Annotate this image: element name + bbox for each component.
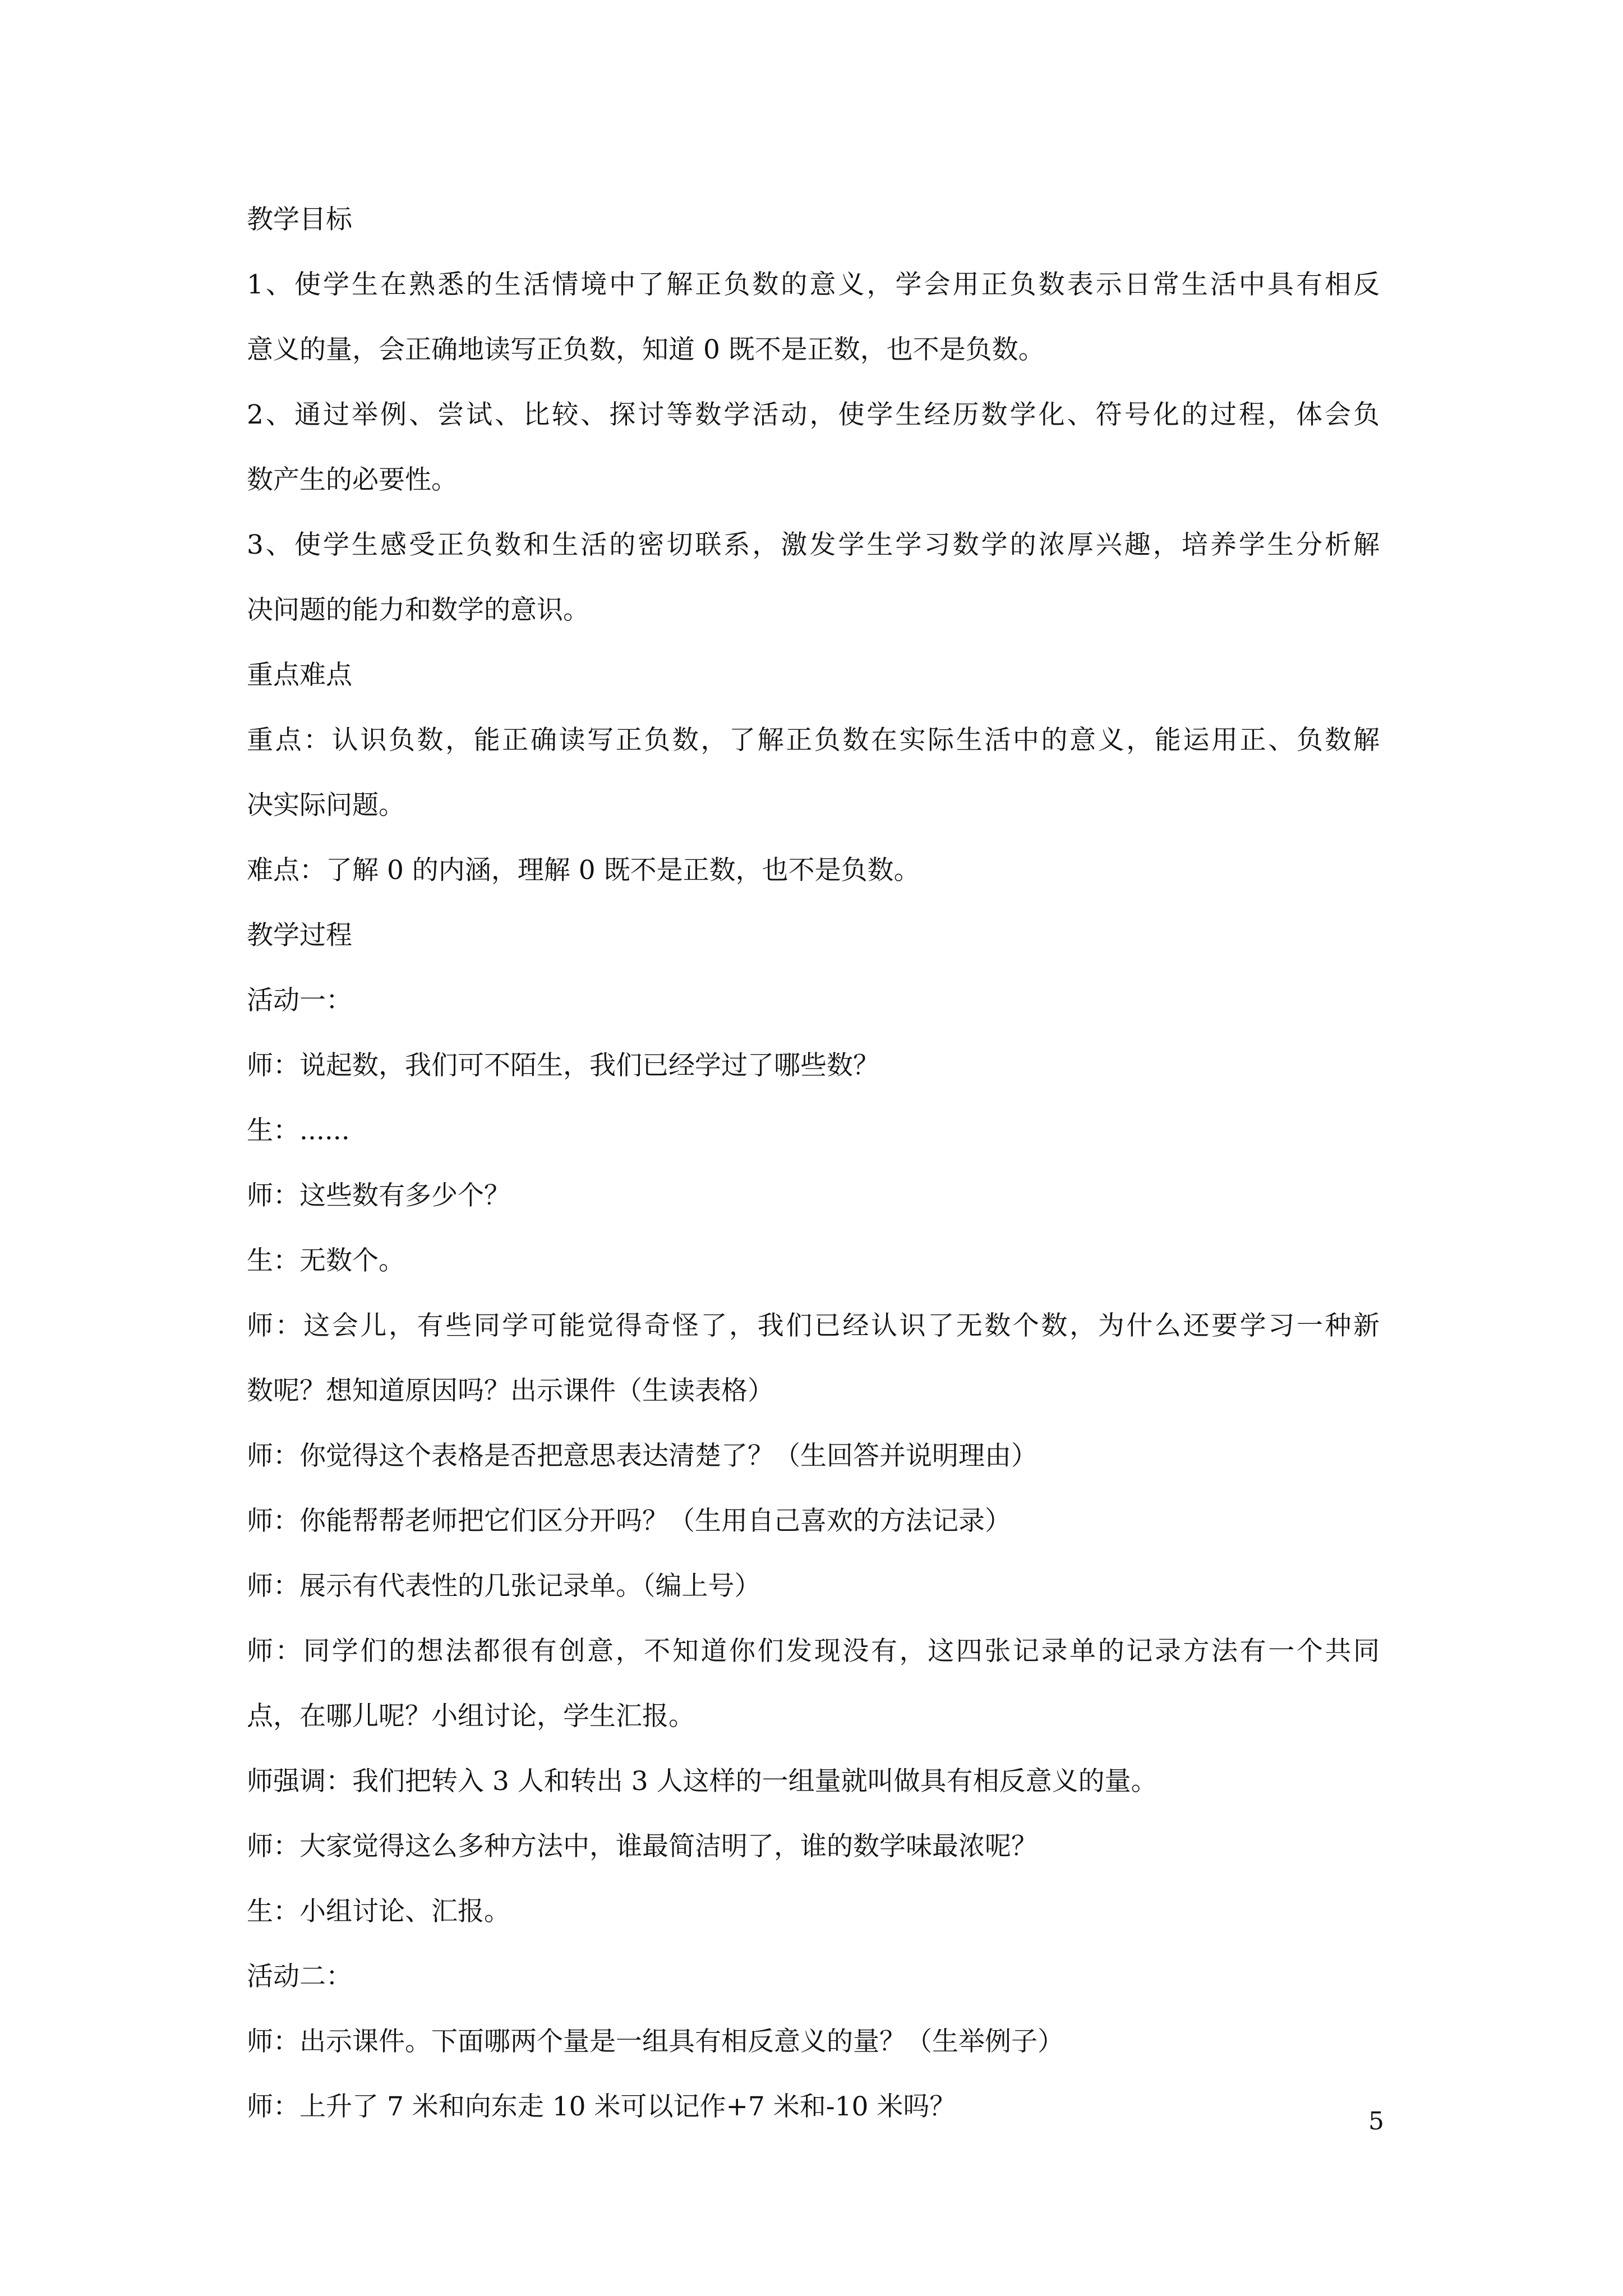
dialog-8: 师：展示有代表性的几张记录单。（编上号） <box>247 1571 761 1602</box>
dialog-12: 生：小组讨论、汇报。 <box>247 1896 510 1927</box>
difficult-point: 难点：了解 0 的内涵，理解 0 既不是正数，也不是负数。 <box>247 855 920 886</box>
dialog-1: 师：说起数，我们可不陌生，我们已经学过了哪些数？ <box>247 1050 879 1081</box>
goal-3-line-2: 决问题的能力和数学的意识。 <box>247 595 589 625</box>
goal-2-line-2: 数产生的必要性。 <box>247 464 458 495</box>
activity-2-title: 活动二： <box>247 1961 352 1992</box>
heading-teaching-process: 教学过程 <box>247 920 352 951</box>
dialog-4: 生：无数个。 <box>247 1245 405 1276</box>
goal-1-line-1: 1、使学生在熟悉的生活情境中了解正负数的意义，学会用正负数表示日常生活中具有相反 <box>247 269 1380 300</box>
goal-2-line-1: 2、通过举例、尝试、比较、探讨等数学活动，使学生经历数学化、符号化的过程，体会负 <box>247 399 1380 430</box>
page-number: 5 <box>1368 2107 1384 2136</box>
key-point-line-2: 决实际问题。 <box>247 790 405 821</box>
document-body <box>247 203 1380 2155</box>
activity-1-title: 活动一： <box>247 985 352 1016</box>
dialog-10: 师强调：我们把转入 3 人和转出 3 人这样的一组量就叫做具有相反意义的量。 <box>247 1766 1158 1797</box>
goal-1-line-2: 意义的量，会正确地读写正负数，知道 0 既不是正数，也不是负数。 <box>247 334 1045 365</box>
dialog-7: 师：你能帮帮老师把它们区分开吗？（生用自己喜欢的方法记录） <box>247 1506 1011 1536</box>
dialog-9-line-1: 师：同学们的想法都很有创意，不知道你们发现没有，这四张记录单的记录方法有一个共同 <box>247 1636 1380 1667</box>
heading-teaching-goals: 教学目标 <box>247 204 352 235</box>
goal-3-line-1: 3、使学生感受正负数和生活的密切联系，激发学生学习数学的浓厚兴趣，培养学生分析解 <box>247 530 1380 560</box>
dialog-13: 师：出示课件。下面哪两个量是一组具有相反意义的量？（生举例子） <box>247 2026 1064 2057</box>
dialog-14: 师：上升了 7 米和向东走 10 米可以记作+7 米和-10 米吗？ <box>247 2091 956 2122</box>
dialog-3: 师：这些数有多少个？ <box>247 1180 510 1211</box>
dialog-2: 生：...... <box>247 1115 350 1146</box>
dialog-5-line-1: 师：这会儿，有些同学可能觉得奇怪了，我们已经认识了无数个数，为什么还要学习一种新 <box>247 1310 1380 1341</box>
dialog-5-line-2: 数呢？想知道原因吗？出示课件（生读表格） <box>247 1375 774 1406</box>
dialog-6: 师：你觉得这个表格是否把意思表达清楚了？（生回答并说明理由） <box>247 1441 1038 1471</box>
key-point-line-1: 重点：认识负数，能正确读写正负数，了解正负数在实际生活中的意义，能运用正、负数解 <box>247 725 1380 756</box>
heading-key-difficult: 重点难点 <box>247 660 352 691</box>
dialog-9-line-2: 点，在哪儿呢？小组讨论，学生汇报。 <box>247 1701 695 1732</box>
dialog-11: 师：大家觉得这么多种方法中，谁最简洁明了，谁的数学味最浓呢？ <box>247 1831 1038 1862</box>
